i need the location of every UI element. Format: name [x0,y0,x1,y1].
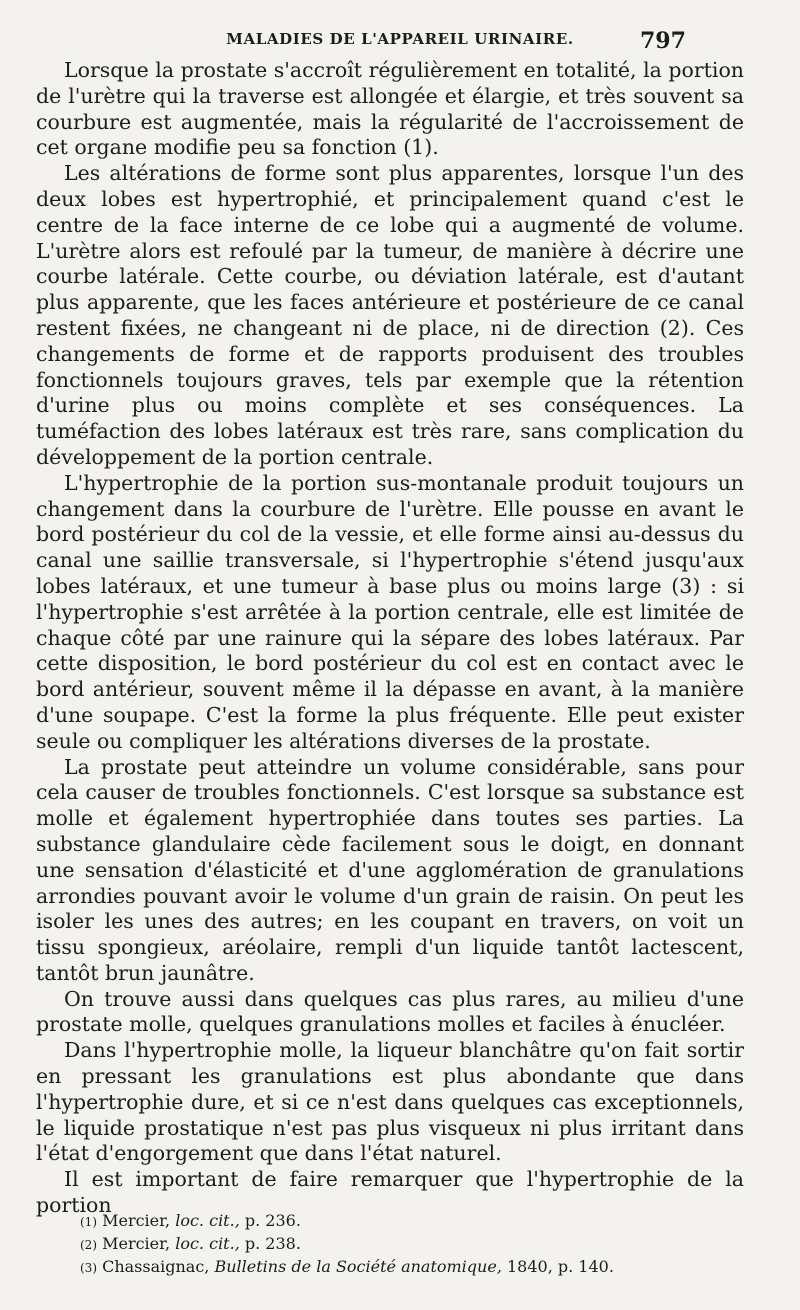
footnote [80,1233,740,1256]
footnote [80,1210,740,1233]
footnote [80,1256,740,1279]
footnote-reference: 1840, p. 140. [507,1257,614,1276]
paragraph: L'hypertrophie de la portion sus-montanale produit toujours un changement dans la courbure de l'urètre. Elle pousse en avant le bord postérieur du col de la vessie, et elle forme ainsi au-dessus du canal une saillie transversale, si l'hypertrophie s'étend jusqu'aux lobes latéraux, et une tumeur à base plus ou moins large (3) : si l'hypertrophie s'est arrêtée à la portion centrale, elle est limitée de chaque côté par une rainure qui la sépare des lobes latéraux. Par cette disposition, le bord postérieur du col est en contact avec le bord antérieur, souvent même il la dépasse en avant, à la manière d'une soupape. C'est la forme la plus fréquente. Elle peut exister seule ou compliquer les altérations diverses de la prostate. [36,470,744,753]
footnote-marker: (2) [80,1238,97,1252]
footnote-work: Bulletins de la Société anatomique, [214,1257,502,1276]
paragraph: On trouve aussi dans quelques cas plus rares, au milieu d'une prostate molle, quelques granulations molles et faciles à énucléer. [36,986,744,1037]
footnote-work: loc. cit., [175,1211,240,1230]
paragraph: Lorsque la prostate s'accroît régulièrement en totalité, la portion de l'urètre qui la traverse est allongée et élargie, et très souvent sa courbure est augmentée, mais la régularité de l'accroissement de cet organe modifie peu sa fonction (1). [36,58,744,160]
footnote-marker: (3) [80,1261,97,1275]
footnote-author: Mercier, [102,1211,171,1230]
paragraph: Dans l'hypertrophie molle, la liqueur blanchâtre qu'on fait sortir en pressant les granulations est plus abondante que dans l'hypertrophie dure, et si ce n'est dans quelques cas exceptionnels, le liquide prostatique n'est pas plus visqueux ni plus irritant dans l'état d'engorgement que dans l'état naturel. [36,1038,744,1166]
running-title: MALADIES DE L'APPAREIL URINAIRE. [226,30,574,48]
footnotes [80,1210,740,1279]
page-number: 797 [640,28,686,54]
footnote-author: Mercier, [102,1234,171,1253]
footnote-reference: p. 238. [244,1234,301,1253]
footnote-marker: (1) [80,1215,97,1229]
paragraph: La prostate peut atteindre un volume considérable, sans pour cela causer de troubles fonctionnels. C'est lorsque sa substance est molle et également hypertrophiée dans toutes ses parties. La substance glandulaire cède facilement sous le doigt, en donnant une sensation d'élasticité et d'une agglomération de granulations arrondies pouvant avoir le volume d'un grain de raisin. On peut les isoler les unes des autres; en les coupant en travers, on voit un tissu spongieux, aréolaire, rempli d'un liquide tantôt lactescent, tantôt brun jaunâtre. [36,754,744,985]
body-text [36,58,744,1219]
paragraph: Les altérations de forme sont plus apparentes, lorsque l'un des deux lobes est hypertrophié, et principalement quand c'est le centre de la face interne de ce lobe qui a augmenté de volume. L'urètre alors est refoulé par la tumeur, de manière à décrire une courbe latérale. Cette courbe, ou déviation latérale, est d'autant plus apparente, que les faces antérieure et postérieure de ce canal restent fixées, ne changeant ni de place, ni de direction (2). Ces changements de forme et de rapports produisent des troubles fonctionnels toujours graves, tels par exemple que la rétention d'urine plus ou moins complète et ses conséquences. La tuméfaction des lobes latéraux est très rare, sans complication du développement de la portion centrale. [36,161,744,469]
footnote-reference: p. 236. [244,1211,301,1230]
footnote-author: Chassaignac, [102,1257,210,1276]
paragraph: Il est important de faire remarquer que l'hypertrophie de la portion [36,1167,744,1218]
footnote-work: loc. cit., [175,1234,240,1253]
